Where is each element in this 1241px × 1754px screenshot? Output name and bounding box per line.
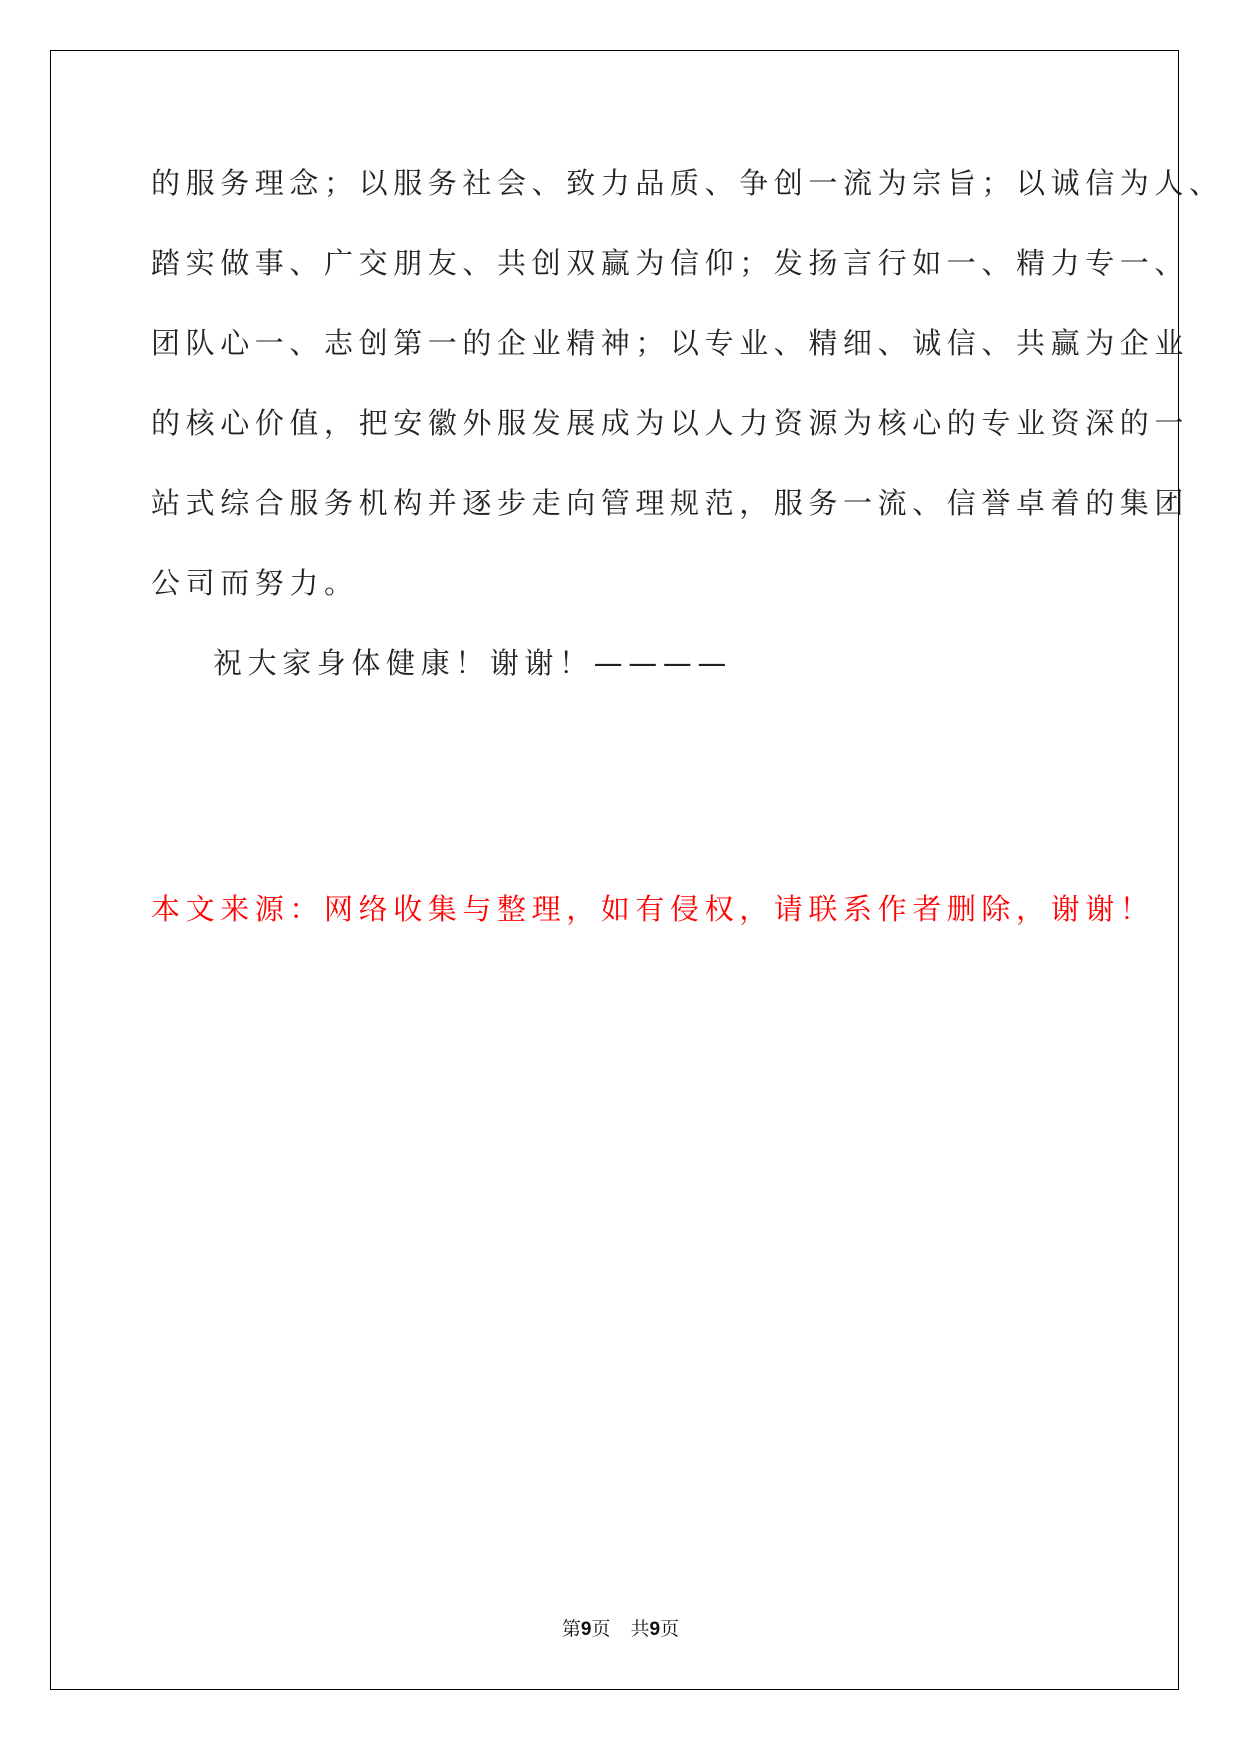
page-footer bbox=[0, 1614, 1241, 1641]
document-body bbox=[151, 162, 1224, 722]
body-line-2: 踏实做事、广交朋友、共创双赢为信仰；发扬言行如一、精力专一、 bbox=[151, 246, 1190, 280]
body-line-5: 站式综合服务机构并逐步走向管理规范，服务一流、信誉卓着的集团 bbox=[151, 486, 1190, 520]
body-line-3: 团队心一、志创第一的企业精神；以专业、精细、诚信、共赢为企业 bbox=[151, 326, 1190, 360]
total-prefix: 共 bbox=[630, 1618, 650, 1640]
page-total: 9 bbox=[649, 1619, 661, 1640]
page-suffix: 页 bbox=[591, 1618, 611, 1640]
source-disclaimer: 本文来源：网络收集与整理，如有侵权，请联系作者删除，谢谢！ bbox=[151, 892, 1155, 926]
page-current: 9 bbox=[580, 1619, 592, 1640]
body-line-6: 公司而努力。 bbox=[151, 566, 359, 600]
total-suffix: 页 bbox=[660, 1618, 680, 1640]
closing-greeting: 祝大家身体健康！谢谢！———— bbox=[213, 646, 733, 680]
body-line-4: 的核心价值，把安徽外服发展成为以人力资源为核心的专业资深的一 bbox=[151, 406, 1190, 440]
body-line-1: 的服务理念；以服务社会、致力品质、争创一流为宗旨；以诚信为人、 bbox=[151, 166, 1224, 200]
page-prefix: 第 bbox=[561, 1618, 581, 1640]
